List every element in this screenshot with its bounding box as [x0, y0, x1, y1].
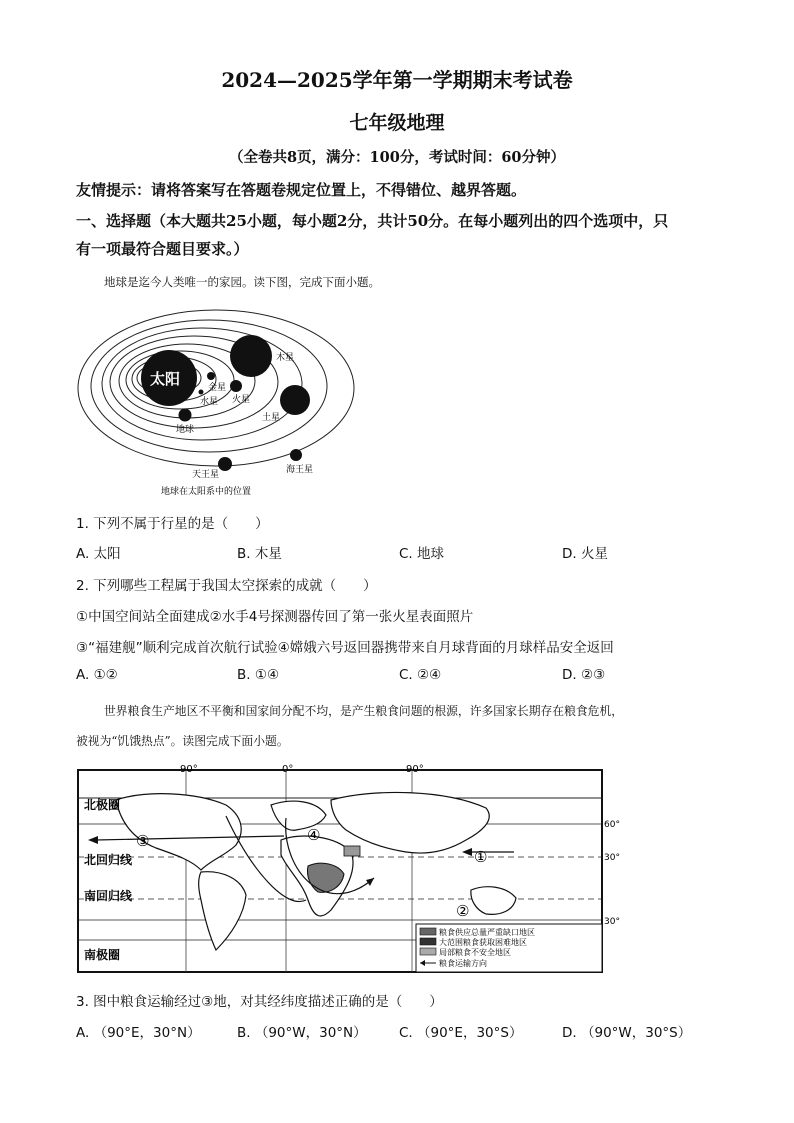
- earth-label: 地球: [176, 425, 195, 435]
- exam-note: （全卷共8页，满分：100分，考试时间：60分钟）: [228, 149, 566, 166]
- marker-3: ③: [136, 832, 150, 850]
- tropic-capricorn-label: 南回归线: [84, 889, 133, 903]
- intro-text-2-line2: 被视为“饥饿热点”。读图完成下面小题。: [76, 734, 289, 748]
- antarctic-circle-label: 南极圈: [84, 948, 121, 962]
- question-1-stem: 1. 下列不属于行星的是（ ）: [76, 516, 269, 532]
- section-heading-line1: 一、选择题（本大题共25小题，每小题2分，共计50分。在每小题列出的四个选项中，只: [76, 212, 669, 230]
- q1-option-d[interactable]: D. 火星: [562, 546, 608, 562]
- exam-title: 2024—2025学年第一学期期末考试卷: [221, 68, 573, 92]
- intro-text-2-line1: 世界粮食生产地区不平衡和国家间分配不均，是产生粮食问题的根源，许多国家长期存在粮食危机，: [104, 704, 624, 718]
- legend-item-4: 粮食运输方向: [439, 959, 487, 968]
- q1-option-c[interactable]: C. 地球: [399, 546, 445, 562]
- mercury-label: 水星: [200, 397, 219, 407]
- sun-label: 太阳: [150, 370, 181, 388]
- legend-item-3: 局部粮食不安全地区: [439, 948, 511, 957]
- map-top-label-90e: 90°: [406, 764, 424, 775]
- jupiter-icon: [230, 335, 272, 377]
- question-2-line1: ①中国空间站全面建成②水手4号探测器传回了第一张火星表面照片: [76, 609, 474, 625]
- q1-option-a[interactable]: A. 太阳: [76, 546, 121, 562]
- q3-option-d[interactable]: D. （90°W，30°S）: [562, 1025, 692, 1041]
- saturn-icon: [280, 385, 310, 415]
- exam-subtitle: 七年级地理: [349, 112, 445, 134]
- map-right-label-60: 60°: [604, 820, 620, 830]
- uranus-label: 天王星: [192, 470, 220, 480]
- marker-1: ①: [474, 848, 488, 866]
- legend-item-1: 粮食供应总量严重缺口地区: [439, 928, 535, 937]
- q2-option-c[interactable]: C. ②④: [399, 667, 442, 683]
- section-heading-line2: 有一项最符合题目要求。）: [76, 240, 249, 258]
- jupiter-label: 木星: [276, 353, 295, 363]
- venus-icon: [207, 372, 215, 380]
- question-2-stem: 2. 下列哪些工程属于我国太空探索的成就（ ）: [76, 578, 377, 594]
- neptune-label: 海王星: [286, 465, 314, 475]
- q3-option-a[interactable]: A. （90°E，30°N）: [76, 1025, 201, 1041]
- map-top-label-0: 0°: [282, 764, 294, 775]
- question-2-line2: ③“福建舰”顺利完成首次航行试验④嫦娥六号返回器携带来自月球背面的月球样品安全返回: [76, 640, 614, 656]
- q2-option-d[interactable]: D. ②③: [562, 667, 606, 683]
- solar-system-figure: [76, 298, 366, 506]
- marker-2: ②: [456, 902, 470, 920]
- q1-option-b[interactable]: B. 木星: [237, 546, 282, 562]
- friendly-tip: 友情提示：请将答案写在答题卷规定位置上，不得错位、越界答题。: [76, 181, 527, 199]
- map-right-label-30n: 30°: [604, 853, 620, 863]
- tropic-cancer-label: 北回归线: [84, 853, 133, 867]
- mercury-icon: [199, 390, 204, 395]
- q3-option-c[interactable]: C. （90°E，30°S）: [399, 1025, 523, 1041]
- saturn-label: 土星: [262, 413, 281, 423]
- q3-option-b[interactable]: B. （90°W，30°N）: [237, 1025, 367, 1041]
- map-top-label-90w: 90°: [180, 764, 198, 775]
- arctic-circle-label: 北极圈: [84, 798, 121, 812]
- intro-text-1: 地球是迄今人类唯一的家园。读下图，完成下面小题。: [104, 275, 380, 289]
- q2-option-b[interactable]: B. ①④: [237, 667, 280, 683]
- neptune-icon: [290, 449, 302, 461]
- mars-label: 火星: [232, 395, 251, 405]
- world-food-map: [76, 760, 636, 976]
- earth-icon: [179, 409, 192, 422]
- legend-item-2: 大范围粮食获取困难地区: [439, 938, 527, 947]
- uranus-icon: [218, 457, 232, 471]
- mars-icon: [230, 380, 242, 392]
- marker-4: ④: [307, 826, 321, 844]
- question-3-stem: 3. 图中粮食运输经过③地，对其经纬度描述正确的是（ ）: [76, 994, 443, 1010]
- figure1-caption: 地球在太阳系中的位置: [161, 487, 252, 497]
- map-right-label-30s: 30°: [604, 917, 620, 927]
- q2-option-a[interactable]: A. ①②: [76, 667, 118, 683]
- venus-label: 金星: [208, 383, 227, 393]
